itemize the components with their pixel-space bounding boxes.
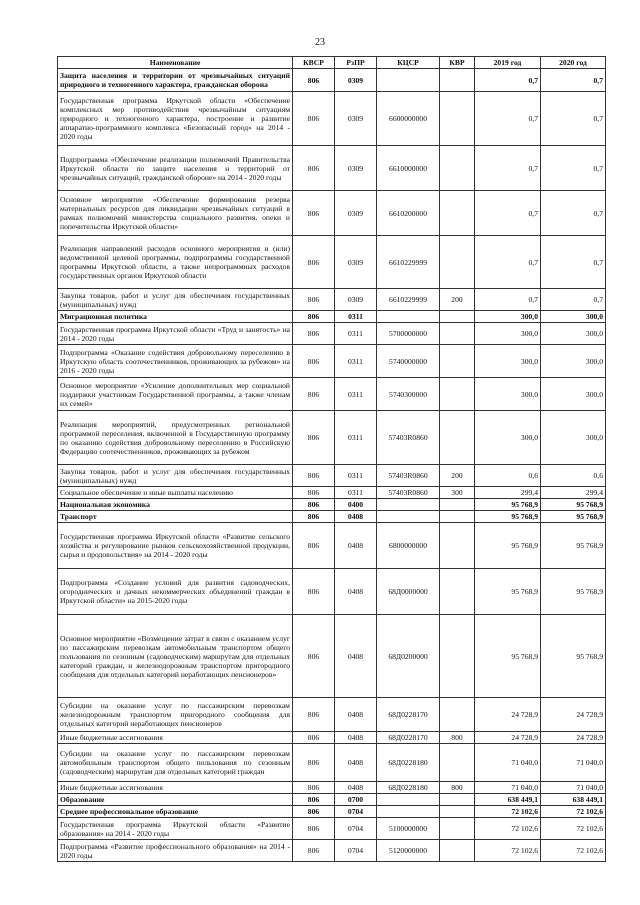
cell-kvsr: 806: [293, 378, 335, 411]
cell-kcsr: [377, 69, 440, 92]
cell-kcsr: [377, 794, 440, 806]
cell-kcsr: 68Д0228180: [377, 744, 440, 782]
cell-name: Иные бюджетные ассигнования: [58, 732, 293, 744]
cell-kvsr: 806: [293, 698, 335, 732]
cell-kvr: [440, 378, 475, 411]
cell-rzpr: 0400: [335, 499, 377, 511]
table-row: [58, 289, 606, 311]
table-row: [58, 499, 606, 511]
table-row: [58, 146, 606, 191]
cell-2020: 0,7: [541, 146, 606, 191]
cell-2020: 0,7: [541, 289, 606, 311]
cell-name: Образование: [58, 794, 293, 806]
cell-2020: 71 040,0: [541, 782, 606, 794]
cell-rzpr: 0309: [335, 69, 377, 92]
cell-kvsr: 806: [293, 840, 335, 862]
cell-rzpr: 0408: [335, 615, 377, 698]
cell-name: Социальное обеспечение и иные выплаты населению: [58, 487, 293, 499]
cell-2020: 0,7: [541, 92, 606, 146]
table-row: [58, 345, 606, 378]
cell-2020: 0,7: [541, 69, 606, 92]
cell-2019: 72 102,6: [475, 806, 541, 818]
cell-name: Основное мероприятие «Усиление дополнительных мер социальной поддержки участникам Государственной программы, а также членам их семей»: [58, 378, 293, 411]
cell-kvr: [440, 345, 475, 378]
cell-kcsr: 68Д0000000: [377, 569, 440, 615]
cell-kvr: [440, 744, 475, 782]
cell-kvr: [440, 569, 475, 615]
cell-kvr: [440, 840, 475, 862]
cell-kvr: [440, 146, 475, 191]
cell-name: Основное мероприятие «Возмещение затрат в связи с оказанием услуг по пассажирским перевозкам автомобильным транспортом общего пользования по сезонным (садоводческим) маршрутам для отдельных категорий граждан, и железнодорожным транспортом пригородного сообщения для отдельных категорий неработающих пенсионеров»: [58, 615, 293, 698]
cell-name: Государственная программа Иркутской области «Развитие образования» на 2014 - 2020 годы: [58, 818, 293, 840]
cell-kcsr: 6800000000: [377, 523, 440, 569]
cell-kvr: [440, 794, 475, 806]
cell-kcsr: 5120000000: [377, 840, 440, 862]
cell-kvsr: 806: [293, 146, 335, 191]
cell-kcsr: 6610000000: [377, 146, 440, 191]
cell-kvsr: 806: [293, 569, 335, 615]
cell-2020: 72 102,6: [541, 806, 606, 818]
table-row: [58, 378, 606, 411]
cell-rzpr: 0311: [335, 465, 377, 487]
cell-2020: 72 102,6: [541, 840, 606, 862]
cell-kcsr: 57403R0860: [377, 487, 440, 499]
table-row: [58, 840, 606, 862]
cell-kcsr: 68Д0200000: [377, 615, 440, 698]
cell-kvr: 800: [440, 782, 475, 794]
cell-rzpr: 0408: [335, 569, 377, 615]
cell-2020: 300,0: [541, 345, 606, 378]
budget-table: [57, 56, 606, 862]
cell-name: Подпрограмма «Развитие профессионального образования» на 2014 - 2020 годы: [58, 840, 293, 862]
cell-kvsr: 806: [293, 499, 335, 511]
header-2020: 2020 год: [541, 57, 606, 69]
cell-rzpr: 0408: [335, 523, 377, 569]
cell-kvr: [440, 615, 475, 698]
cell-2020: 95 768,9: [541, 523, 606, 569]
cell-name: Государственная программа Иркутской области «Труд и занятость» на 2014 - 2020 годы: [58, 323, 293, 345]
cell-kcsr: 5100000000: [377, 818, 440, 840]
cell-name: Субсидии на оказание услуг по пассажирским перевозкам автомобильным транспортом общего пользования по сезонным (садоводческим) маршрутам для отдельных категорий граждан: [58, 744, 293, 782]
cell-name: Миграционная политика: [58, 311, 293, 323]
cell-2020: 24 728,9: [541, 698, 606, 732]
cell-kcsr: [377, 499, 440, 511]
cell-2019: 300,0: [475, 345, 541, 378]
cell-kvr: 800: [440, 732, 475, 744]
cell-2019: 299,4: [475, 487, 541, 499]
cell-kvsr: 806: [293, 523, 335, 569]
cell-kvr: [440, 92, 475, 146]
cell-2020: 24 728,9: [541, 732, 606, 744]
cell-kvr: [440, 323, 475, 345]
cell-rzpr: 0309: [335, 236, 377, 289]
header-kvsr: КВСР: [293, 57, 335, 69]
table-row: [58, 487, 606, 499]
cell-rzpr: 0408: [335, 511, 377, 523]
cell-kvsr: 806: [293, 806, 335, 818]
cell-2019: 95 768,9: [475, 523, 541, 569]
cell-2019: 72 102,6: [475, 840, 541, 862]
cell-2020: 638 449,1: [541, 794, 606, 806]
cell-2020: 300,0: [541, 311, 606, 323]
table-row: [58, 698, 606, 732]
table-row: [58, 818, 606, 840]
cell-name: Государственная программа Иркутской области «Развитие сельского хозяйства и регулирование рынков сельскохозяйственной продукции, сырья и продовольствия» на 2014 - 2020 годы: [58, 523, 293, 569]
cell-2020: 0,6: [541, 465, 606, 487]
cell-name: Подпрограмма «Оказание содействия добровольному переселению в Иркутскую область соотечественников, проживающих за рубежом» на 2016 - 2020 годы: [58, 345, 293, 378]
cell-kvsr: 806: [293, 511, 335, 523]
table-row: [58, 191, 606, 236]
cell-name: Подпрограмма «Обеспечение реализации полномочий Правительства Иркутской области по защите населения и территорий от чрезвычайных ситуаций, гражданской обороне» на 2014 - 2020 годы: [58, 146, 293, 191]
table-row: [58, 782, 606, 794]
cell-2019: 71 040,0: [475, 744, 541, 782]
cell-2019: 300,0: [475, 411, 541, 465]
cell-kcsr: 5740000000: [377, 345, 440, 378]
cell-name: Транспорт: [58, 511, 293, 523]
cell-kcsr: 6600000000: [377, 92, 440, 146]
cell-rzpr: 0311: [335, 378, 377, 411]
cell-name: Закупка товаров, работ и услуг для обеспечения государственных (муниципальных) нужд: [58, 289, 293, 311]
table-row: [58, 323, 606, 345]
table-row: [58, 794, 606, 806]
table-row: [58, 615, 606, 698]
cell-kcsr: 68Д0228170: [377, 732, 440, 744]
cell-2020: 300,0: [541, 378, 606, 411]
cell-2020: 300,0: [541, 323, 606, 345]
cell-rzpr: 0700: [335, 794, 377, 806]
cell-2020: 95 768,9: [541, 569, 606, 615]
header-2019: 2019 год: [475, 57, 541, 69]
cell-name: Субсидии на оказание услуг по пассажирским перевозкам железнодорожным транспортом пригородного сообщения для отдельных категорий неработающих пенсионеров: [58, 698, 293, 732]
cell-kvsr: 806: [293, 191, 335, 236]
cell-kvr: [440, 523, 475, 569]
cell-name: Реализация направлений расходов основного мероприятия и (или) ведомственной целевой программы, подпрограммы государственной программы Иркутской области, а также непрограммных расходов государственных органов Иркутской области: [58, 236, 293, 289]
table-header-row: [58, 57, 606, 69]
table-row: [58, 732, 606, 744]
cell-kcsr: 5700000000: [377, 323, 440, 345]
cell-2020: 95 768,9: [541, 511, 606, 523]
page-number: 23: [315, 37, 325, 48]
cell-2019: 72 102,6: [475, 818, 541, 840]
cell-kvsr: 806: [293, 732, 335, 744]
table-row: [58, 465, 606, 487]
cell-2020: 300,0: [541, 411, 606, 465]
cell-kcsr: 6610229999: [377, 289, 440, 311]
cell-rzpr: 0309: [335, 146, 377, 191]
cell-rzpr: 0309: [335, 191, 377, 236]
table-row: [58, 411, 606, 465]
cell-2020: 71 040,0: [541, 744, 606, 782]
cell-rzpr: 0309: [335, 92, 377, 146]
cell-2019: 71 040,0: [475, 782, 541, 794]
cell-kcsr: 68Д0228180: [377, 782, 440, 794]
cell-rzpr: 0311: [335, 487, 377, 499]
cell-rzpr: 0408: [335, 732, 377, 744]
cell-2019: 95 768,9: [475, 511, 541, 523]
cell-kvsr: 806: [293, 323, 335, 345]
cell-rzpr: 0704: [335, 840, 377, 862]
table-row: [58, 744, 606, 782]
cell-2019: 0,7: [475, 69, 541, 92]
cell-rzpr: 0408: [335, 698, 377, 732]
cell-rzpr: 0311: [335, 323, 377, 345]
cell-2019: 300,0: [475, 311, 541, 323]
cell-2020: 95 768,9: [541, 499, 606, 511]
cell-2019: 0,6: [475, 465, 541, 487]
header-rzpr: РзПР: [335, 57, 377, 69]
cell-name: Реализация мероприятий, предусмотренных региональной программой переселения, включенной в Государственную программу по оказанию содействия добровольному переселению в Российскую Федерацию соотечественников, проживающих за рубежом: [58, 411, 293, 465]
cell-kvr: [440, 236, 475, 289]
cell-kvsr: 806: [293, 818, 335, 840]
cell-kvr: [440, 698, 475, 732]
cell-kvr: 300: [440, 487, 475, 499]
cell-kvsr: 806: [293, 92, 335, 146]
header-kcsr: КЦСР: [377, 57, 440, 69]
cell-kvsr: 806: [293, 311, 335, 323]
cell-2020: 0,7: [541, 236, 606, 289]
cell-kvr: [440, 511, 475, 523]
cell-2019: 300,0: [475, 323, 541, 345]
cell-kvr: [440, 806, 475, 818]
cell-kvr: 200: [440, 289, 475, 311]
cell-kvsr: 806: [293, 236, 335, 289]
cell-2019: 95 768,9: [475, 569, 541, 615]
cell-2020: 72 102,6: [541, 818, 606, 840]
cell-2019: 24 728,9: [475, 732, 541, 744]
cell-kvsr: 806: [293, 794, 335, 806]
cell-name: Закупка товаров, работ и услуг для обеспечения государственных (муниципальных) нужд: [58, 465, 293, 487]
table-row: [58, 69, 606, 92]
cell-kvr: [440, 818, 475, 840]
cell-rzpr: 0408: [335, 744, 377, 782]
cell-kcsr: 68Д0228170: [377, 698, 440, 732]
cell-kcsr: 57403R0860: [377, 465, 440, 487]
header-name: Наименование: [58, 57, 293, 69]
table-row: [58, 569, 606, 615]
cell-name: Защита населения и территории от чрезвычайных ситуаций природного и техногенного характера, гражданская оборона: [58, 69, 293, 92]
cell-kcsr: [377, 511, 440, 523]
cell-name: Национальная экономика: [58, 499, 293, 511]
cell-2020: 0,7: [541, 191, 606, 236]
cell-2019: 0,7: [475, 191, 541, 236]
cell-kcsr: 6610229999: [377, 236, 440, 289]
cell-kvr: [440, 499, 475, 511]
cell-kvsr: 806: [293, 411, 335, 465]
cell-rzpr: 0309: [335, 289, 377, 311]
cell-2019: 95 768,9: [475, 499, 541, 511]
cell-rzpr: 0408: [335, 782, 377, 794]
cell-kcsr: [377, 311, 440, 323]
cell-kcsr: [377, 806, 440, 818]
table-row: [58, 511, 606, 523]
table-row: [58, 92, 606, 146]
cell-name: Среднее профессиональное образование: [58, 806, 293, 818]
cell-kvsr: 806: [293, 744, 335, 782]
cell-kvr: [440, 411, 475, 465]
cell-2019: 300,0: [475, 378, 541, 411]
cell-2019: 0,7: [475, 236, 541, 289]
cell-2020: 95 768,9: [541, 615, 606, 698]
cell-rzpr: 0704: [335, 806, 377, 818]
cell-2019: 0,7: [475, 289, 541, 311]
cell-kvsr: 806: [293, 615, 335, 698]
cell-kvsr: 806: [293, 487, 335, 499]
cell-kvr: [440, 311, 475, 323]
cell-rzpr: 0311: [335, 311, 377, 323]
cell-kvr: 200: [440, 465, 475, 487]
cell-rzpr: 0704: [335, 818, 377, 840]
cell-rzpr: 0311: [335, 411, 377, 465]
cell-rzpr: 0311: [335, 345, 377, 378]
table-row: [58, 806, 606, 818]
cell-kvr: [440, 191, 475, 236]
cell-name: Государственная программа Иркутской области «Обеспечение комплексных мер противодействия чрезвычайным ситуациям природного и техногенного характера, построение и развитие аппаратно-программного комплекса «Безопасный город» на 2014 - 2020 годы: [58, 92, 293, 146]
header-kvr: КВР: [440, 57, 475, 69]
cell-kvsr: 806: [293, 782, 335, 794]
cell-kvsr: 806: [293, 69, 335, 92]
cell-kvsr: 806: [293, 345, 335, 378]
cell-kcsr: 57403R0860: [377, 411, 440, 465]
table-row: [58, 311, 606, 323]
cell-name: Подпрограмма «Создание условий для развития садоводческих, огороднических и дачных некоммерческих объединений граждан в Иркутской области» на 2015-2020 годы: [58, 569, 293, 615]
cell-2019: 0,7: [475, 146, 541, 191]
cell-kvsr: 806: [293, 289, 335, 311]
cell-2019: 638 449,1: [475, 794, 541, 806]
cell-kvsr: 806: [293, 465, 335, 487]
table-row: [58, 523, 606, 569]
cell-kcsr: 5740300000: [377, 378, 440, 411]
cell-kvr: [440, 69, 475, 92]
cell-2020: 299,4: [541, 487, 606, 499]
table-row: [58, 236, 606, 289]
cell-name: Основное мероприятие «Обеспечение формирования резерва материальных ресурсов для ликвидации чрезвычайных ситуаций в рамках полномочий министерства социального развития, опеки и попечительства Иркутской области»: [58, 191, 293, 236]
cell-kcsr: 6610200000: [377, 191, 440, 236]
cell-2019: 24 728,9: [475, 698, 541, 732]
cell-2019: 0,7: [475, 92, 541, 146]
cell-name: Иные бюджетные ассигнования: [58, 782, 293, 794]
cell-2019: 95 768,9: [475, 615, 541, 698]
